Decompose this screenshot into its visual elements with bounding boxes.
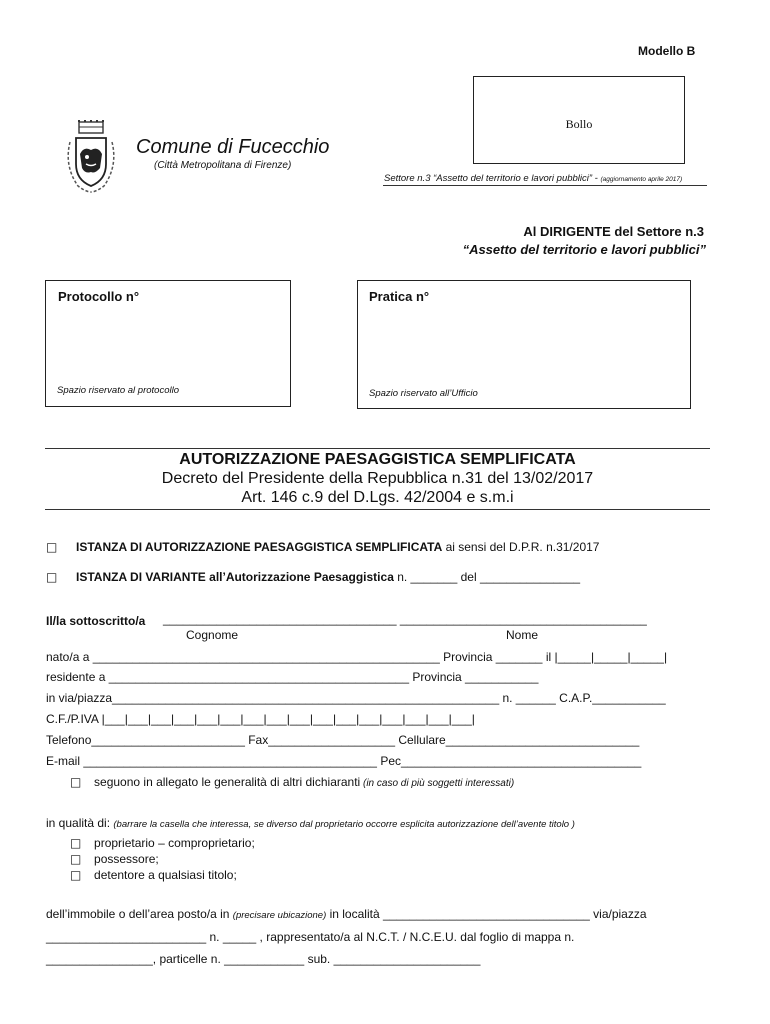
istanza-checkbox[interactable]: □	[46, 540, 58, 554]
settore-update: (aggiornamento aprile 2017)	[600, 176, 683, 183]
proprietario-label: proprietario – comproprietario;	[94, 836, 255, 850]
qualita-label: in qualità di:	[46, 816, 114, 830]
option-istanza[interactable]	[46, 540, 599, 554]
option-variante[interactable]	[46, 570, 580, 584]
addressee-line2: “Assetto del territorio e lavori pubblici”	[462, 242, 706, 257]
variante-checkbox[interactable]: □	[46, 570, 58, 584]
proprietario-checkbox[interactable]: □	[70, 836, 82, 850]
qualita-option-proprietario[interactable]	[70, 836, 255, 850]
document-subtitle-1: Decreto del Presidente della Repubblica n.31 del 13/02/2017	[161, 470, 594, 487]
detentore-checkbox[interactable]: □	[70, 868, 82, 882]
pratica-box	[357, 280, 691, 409]
qualita-line	[46, 816, 575, 830]
comune-subtitle: (Città Metropolitana di Firenze)	[154, 160, 292, 171]
possessore-checkbox[interactable]: □	[70, 852, 82, 866]
immobile-line-3[interactable]: ________________, particelle n. ____________ sub. ______________________	[46, 952, 481, 966]
bollo-box	[473, 76, 685, 164]
via-field[interactable]: in via/piazza__________________________________________________________ n. ______ C.A.P.___________	[46, 691, 666, 705]
document-title: AUTORIZZAZIONE PAESAGGISTICA SEMPLIFICATA	[179, 451, 576, 468]
sottoscritto-label: Il/la sottoscritto/a	[46, 614, 146, 628]
settore-text: Settore n.3 “Assetto del territorio e lavori pubblici” -	[384, 173, 598, 184]
coat-of-arms-icon	[62, 120, 120, 196]
email-field[interactable]: E-mail ____________________________________________ Pec____________________________________	[46, 754, 642, 768]
qualita-option-possessore[interactable]	[70, 852, 159, 866]
seguono-option[interactable]	[70, 775, 514, 789]
pratica-title: Pratica n°	[369, 289, 430, 304]
title-bottom-rule	[45, 509, 710, 510]
istanza-rest: ai sensi del D.P.R. n.31/2017	[442, 540, 600, 554]
pratica-note: Spazio riservato all’Ufficio	[369, 388, 478, 399]
document-subtitle-2: Art. 146 c.9 del D.Lgs. 42/2004 e s.m.i	[241, 489, 514, 506]
immobile-note: (precisare ubicazione)	[232, 910, 327, 921]
telefono-field[interactable]: Telefono_______________________ Fax___________________ Cellulare_____________________________	[46, 733, 640, 747]
istanza-label: ISTANZA DI AUTORIZZAZIONE PAESAGGISTICA SEMPLIFICATA	[76, 540, 443, 554]
protocollo-box	[45, 280, 291, 407]
protocollo-title: Protocollo n°	[58, 289, 140, 304]
immobile-text-b: in località _______________________________ via/piazza	[326, 907, 647, 921]
seguono-label: seguono in allegato le generalità di altri dichiaranti	[94, 775, 361, 789]
nome-caption: Nome	[506, 628, 539, 642]
title-top-rule	[45, 448, 710, 449]
immobile-text-a: dell’immobile o dell’area posto/a in	[46, 907, 233, 921]
sottoscritto-fields[interactable]: ___________________________________ _____________________________________	[163, 612, 647, 626]
protocollo-note: Spazio riservato al protocollo	[57, 385, 179, 396]
comune-title: Comune di Fucecchio	[136, 136, 330, 158]
possessore-label: possessore;	[94, 852, 159, 866]
variante-rest: n. _______ del _______________	[393, 570, 581, 584]
qualita-note: (barrare la casella che interessa, se diverso dal proprietario occorre esplicita autorizzazione dell’avente titolo )	[113, 819, 575, 830]
qualita-option-detentore[interactable]	[70, 868, 237, 882]
immobile-line-2[interactable]: ________________________ n. _____ , rappresentato/a al N.C.T. / N.C.E.U. dal foglio di mappa n.	[46, 930, 575, 944]
cf-field[interactable]: C.F./P.IVA |___|___|___|___|___|___|___|___|___|___|___|___|___|___|___|___|	[46, 712, 475, 726]
settore-underline	[383, 185, 707, 186]
residente-field[interactable]: residente a _____________________________________________ Provincia ___________	[46, 670, 539, 684]
detentore-label: detentore a qualsiasi titolo;	[94, 868, 237, 882]
settore-line	[384, 173, 682, 184]
addressee-line1: Al DIRIGENTE del Settore n.3	[523, 224, 704, 239]
variante-label: ISTANZA DI VARIANTE all’Autorizzazione Paesaggistica	[76, 570, 394, 584]
seguono-checkbox[interactable]: □	[70, 775, 82, 789]
cognome-caption: Cognome	[186, 628, 239, 642]
nato-field[interactable]: nato/a a ____________________________________________________ Provincia _______ il |_____|_____|_____|	[46, 650, 668, 664]
bollo-label: Bollo	[565, 117, 593, 131]
modello-label: Modello B	[638, 44, 696, 58]
seguono-note: (in caso di più soggetti interessati)	[360, 778, 515, 789]
immobile-line-1[interactable]	[46, 907, 647, 921]
